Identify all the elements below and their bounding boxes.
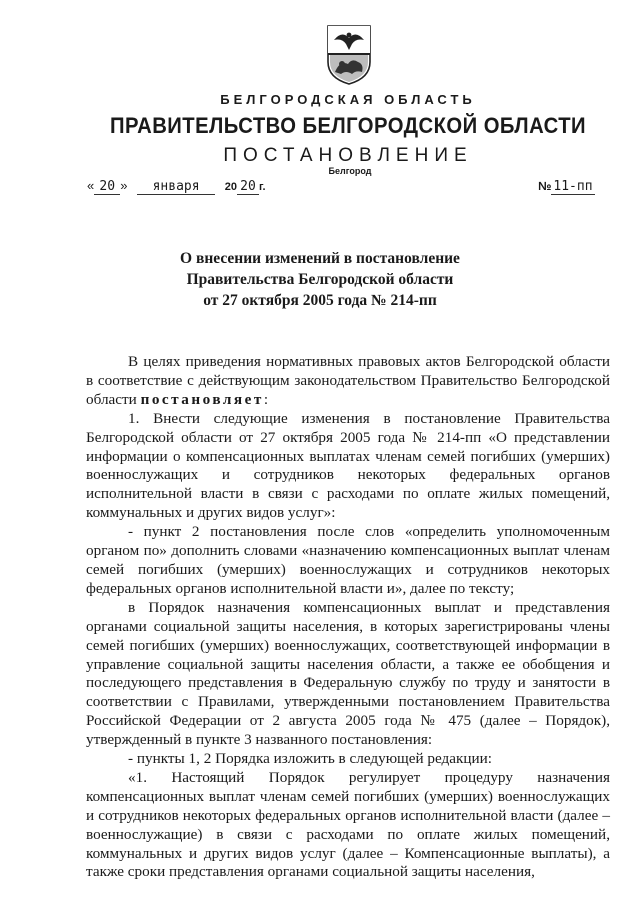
title-line-1: О внесении изменений в постановление (180, 250, 460, 267)
paragraph-item-5: «1. Настоящий Порядок регулирует процедуру назначения компенсационных выплат членам семей погибших (умерших) военнослужащих и сотрудников некоторых федеральных органов исполнительной власти (далее – военнослужащие) в связи с расходами по оплате жилых помещений, коммунальных и других видов услуг (далее – Компенсационные выплаты), а также сроки представления органами социальной защиты населения, (86, 768, 610, 881)
document-body (86, 353, 610, 882)
region-name: БЕЛГОРОДСКАЯ ОБЛАСТЬ (220, 92, 476, 107)
document-title (0, 248, 640, 311)
paragraph-item-1: 1. Внести следующие изменения в постановление Правительства Белгородской области от 27 октября 2005 года № 214-пп «О представлении информации о компенсационных выплатах членам семей погибших (умерших) военнослужащих и сотрудников некоторых федеральных органов исполнительной власти в связи с расходами по оплате жилых помещений, коммунальных и других видов услуг»: (86, 409, 610, 522)
coat-of-arms-icon (326, 24, 372, 86)
paragraph-preamble (86, 353, 610, 410)
paragraph-item-2: - пункт 2 постановления после слов «определить уполномоченным органом по» дополнить словами «назначению компенсационных выплат членам семей погибших (умерших) военнослужащих и сотрудников некоторых федеральных органов исполнительной власти и», далее по тексту; (86, 523, 610, 597)
document-type: ПОСТАНОВЛЕНИЕ (223, 145, 473, 166)
number-prefix: № (538, 179, 552, 193)
document-date (87, 178, 266, 195)
date-open-quote: « (87, 178, 95, 193)
paragraph-item-3: в Порядок назначения компенсационных выплат и представления органами социальной защиты населения, в которых зарегистрированы члены семей погибших (умерших) военнослужащих, соответствующей информации в управление социальной защиты населения области, а также ее обобщения и последующего представления в Федеральную службу по труду и занятости в соответствии с Правилами, утвержденными постановлением Правительства Российской Федерации от 2 августа 2005 года № 475 (далее – Порядок), утвержденный в пункте 3 названного постановления: (86, 598, 610, 749)
date-year-prefix: 20 (224, 181, 237, 193)
date-close-quote: » (120, 178, 128, 193)
preamble-decree-word: постановляет (140, 390, 264, 408)
document-number (538, 178, 595, 194)
city-name: Белгород (328, 166, 372, 176)
date-year-suffix: 20 (237, 179, 259, 195)
title-line-2: Правительства Белгородской области (186, 271, 454, 288)
date-day: 20 (94, 179, 120, 195)
date-year-abbr: г. (258, 181, 266, 193)
preamble-colon: : (263, 390, 269, 408)
number-value: 11-пп (553, 179, 593, 194)
government-name: ПРАВИТЕЛЬСТВО БЕЛГОРОДСКОЙ ОБЛАСТИ (109, 113, 587, 138)
preamble-text: В целях приведения нормативных правовых актов Белгородской области в соответствие с действующим законодательством Правительство Белгородской области (86, 353, 610, 408)
title-line-3: от 27 октября 2005 года № 214-пп (203, 292, 437, 309)
date-month: января (137, 179, 215, 195)
paragraph-item-4: - пункты 1, 2 Порядка изложить в следующей редакции: (128, 750, 492, 768)
